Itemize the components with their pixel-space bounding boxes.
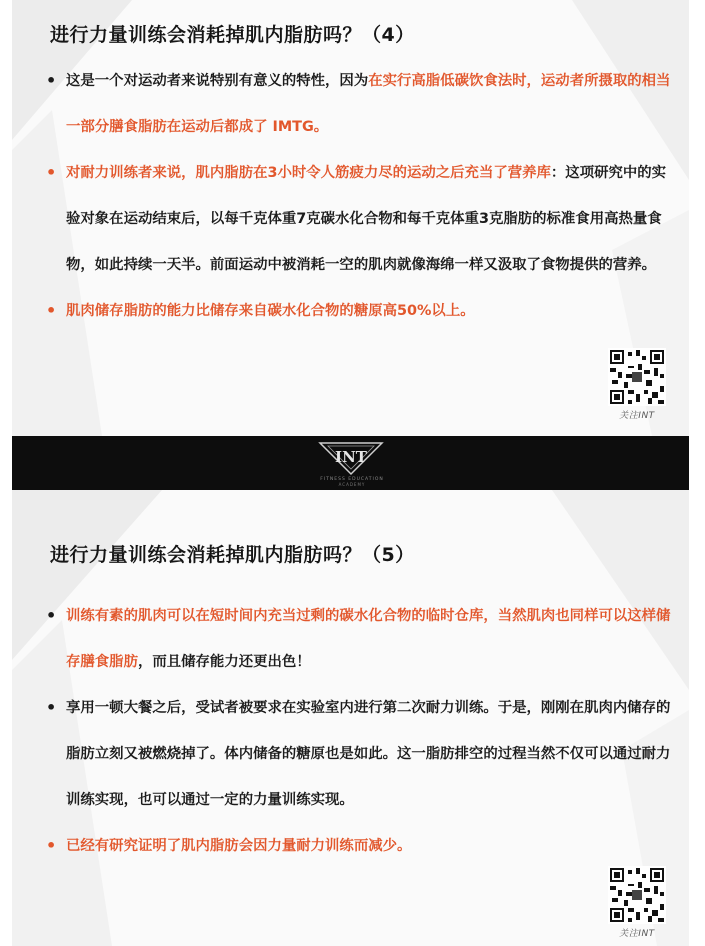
bullet-text: 这是一个对运动者来说特别有意义的特性，因为 bbox=[66, 73, 369, 89]
bullet-list bbox=[44, 58, 672, 334]
slide-title: 进行力量训练会消耗掉肌内脂肪吗？（4） bbox=[50, 24, 415, 46]
highlight-text: 肌肉储存脂肪的能力比储存来自碳水化合物的糖原高50%以上。 bbox=[66, 303, 475, 319]
bullet-text: ，而且储存能力还更出色！ bbox=[137, 654, 311, 670]
logo-text: FITNESS EDUCATION bbox=[320, 477, 384, 482]
qr-code bbox=[604, 866, 670, 939]
bullet-dot-icon: • bbox=[46, 301, 57, 320]
bullet-item bbox=[44, 150, 672, 288]
bullet-dot-icon: • bbox=[46, 71, 57, 90]
bullet-item bbox=[44, 593, 672, 685]
highlight-text: 训练有素的肌肉可以在短时间内充当过剩的碳水化合物的临时仓库，当然肌肉也同样可以这样储存膳食脂肪 bbox=[66, 608, 671, 670]
qr-caption: 关注INT bbox=[619, 411, 655, 421]
highlight-text: 对耐力训练者来说，肌内脂肪在3小时令人筋疲力尽的运动之后充当了营养库 bbox=[66, 165, 551, 181]
highlight-text: 已经有研究证明了肌内脂肪会因力量耐力训练而减少。 bbox=[66, 838, 412, 854]
slide-title: 进行力量训练会消耗掉肌内脂肪吗？（5） bbox=[50, 544, 415, 566]
logo-subtext: ACADEMY bbox=[338, 482, 366, 487]
bullet-item bbox=[44, 685, 672, 823]
logo-band bbox=[12, 436, 689, 490]
qr-code bbox=[604, 348, 670, 421]
bullet-dot-icon: • bbox=[46, 698, 57, 717]
qr-code-icon bbox=[608, 866, 666, 924]
bullet-item bbox=[44, 58, 672, 150]
bullet-item bbox=[44, 288, 672, 334]
highlight-text: 在实行高脂低碳饮食法时，运动者所摄取的相当一部分膳食脂肪在运动后都成了 IMTG。 bbox=[66, 73, 671, 135]
bullet-dot-icon: • bbox=[46, 163, 57, 182]
slide-5 bbox=[12, 490, 689, 946]
int-logo bbox=[316, 440, 386, 476]
bullet-text: 享用一顿大餐之后，受试者被要求在实验室内进行第二次耐力训练。于是，刚刚在肌肉内储存的脂肪立刻又被燃烧掉了。体内储备的糖原也是如此。这一脂肪排空的过程当然不仅可以通过耐力训练实现，也可以通过一定的力量训练实现。 bbox=[66, 700, 671, 808]
logo-letters: INT bbox=[335, 448, 367, 466]
qr-code-icon bbox=[608, 348, 666, 406]
bullet-text: ：这项研究中的实验对象在运动结束后，以每千克体重7克碳水化合物和每千克体重3克脂肪的标准食用高热量食物，如此持续一天半。前面运动中被消耗一空的肌肉就像海绵一样又汲取了食物提供的营养。 bbox=[66, 165, 667, 273]
bullet-item bbox=[44, 823, 672, 869]
slide-4 bbox=[12, 0, 689, 436]
bullet-list bbox=[44, 593, 672, 869]
qr-caption: 关注INT bbox=[619, 929, 655, 939]
bullet-dot-icon: • bbox=[46, 606, 57, 625]
bullet-dot-icon: • bbox=[46, 836, 57, 855]
